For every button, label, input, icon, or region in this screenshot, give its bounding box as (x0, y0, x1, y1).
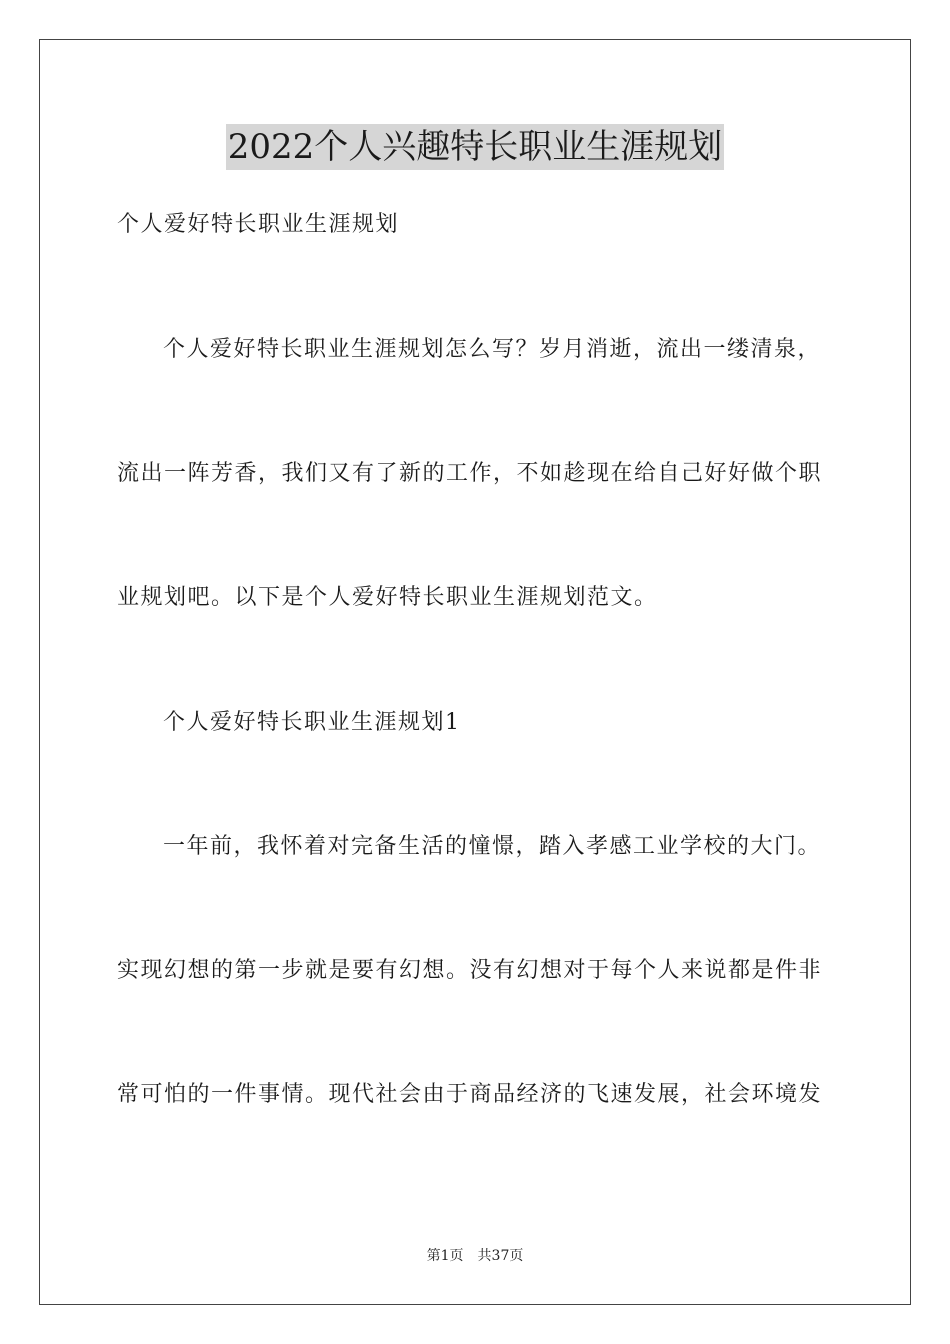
page-footer (0, 1246, 950, 1266)
paragraph-line: 流出一阵芳香，我们又有了新的工作，不如趁现在给自己好好做个职 (117, 461, 823, 486)
section-heading: 个人爱好特长职业生涯规划1 (163, 710, 461, 735)
title-container (0, 124, 950, 170)
document-title: 2022个人兴趣特长职业生涯规划 (226, 124, 725, 170)
page-total: 共37页 (477, 1248, 524, 1264)
page-number: 第1页 (426, 1248, 464, 1264)
paragraph-line: 个人爱好特长职业生涯规划怎么写？岁月消逝，流出一缕清泉， (163, 337, 822, 362)
paragraph-line: 常可怕的一件事情。现代社会由于商品经济的飞速发展，社会环境发 (117, 1082, 823, 1107)
document-subtitle: 个人爱好特长职业生涯规划 (117, 212, 400, 237)
paragraph-line: 业规划吧。以下是个人爱好特长职业生涯规划范文。 (117, 585, 658, 610)
paragraph-line: 一年前，我怀着对完备生活的憧憬，踏入孝感工业学校的大门。 (163, 834, 822, 859)
paragraph-line: 实现幻想的第一步就是要有幻想。没有幻想对于每个人来说都是件非 (117, 958, 823, 983)
